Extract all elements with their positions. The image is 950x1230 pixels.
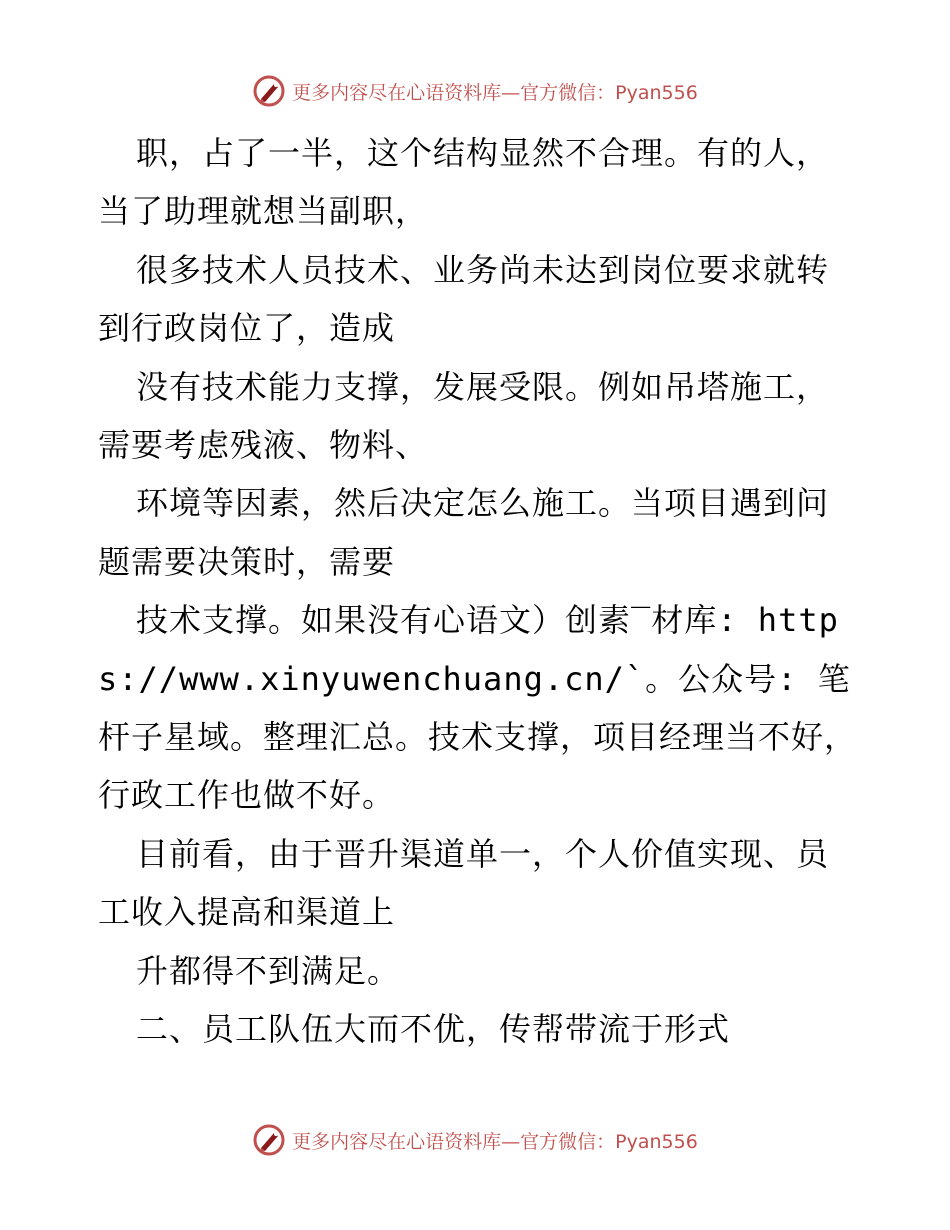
banner-wechat-id: Pyan556 [615,81,698,104]
body-text [98,124,858,1059]
paragraph-7: 升都得不到满足。 [136,951,401,990]
banner-label: 更多内容尽在心语资料库—官方微信： [292,81,616,104]
paragraph-3: 没有技术能力支撑，发展受限。例如吊塔施工，需要考虑残液、物料、 [98,367,830,465]
banner-wechat-id: Pyan556 [615,1130,698,1153]
pen-logo-icon [252,74,286,108]
banner-text [292,1127,698,1154]
pen-logo-icon [252,1123,286,1157]
footer-banner [0,1120,950,1160]
section-heading: 二、员工队伍大而不优，传帮带流于形式 [136,1010,731,1049]
paragraph-2: 很多技术人员技术、业务尚未达到岗位要求就转到行政岗位了，造成 [98,250,830,348]
paragraph-1: 职，占了一半，这个结构显然不合理。有的人，当了助理就想当副职， [98,134,830,231]
header-banner [0,71,950,111]
paragraph-6: 目前看，由于晋升渠道单一，个人价值实现、员工收入提高和渠道上 [98,834,830,932]
banner-text [292,78,698,105]
banner-label: 更多内容尽在心语资料库—官方微信： [292,1130,616,1153]
paragraph-5: 技术支撑。如果没有心语文）创素‾材库: https://www.xinyuwenchuang.cn/`。公众号: 笔杆子星域。整理汇总。技术支撑，项目经理当不好，行政工作也做不好。 [98,601,858,815]
paragraph-4: 环境等因素，然后决定怎么施工。当项目遇到问题需要决策时，需要 [98,484,830,581]
